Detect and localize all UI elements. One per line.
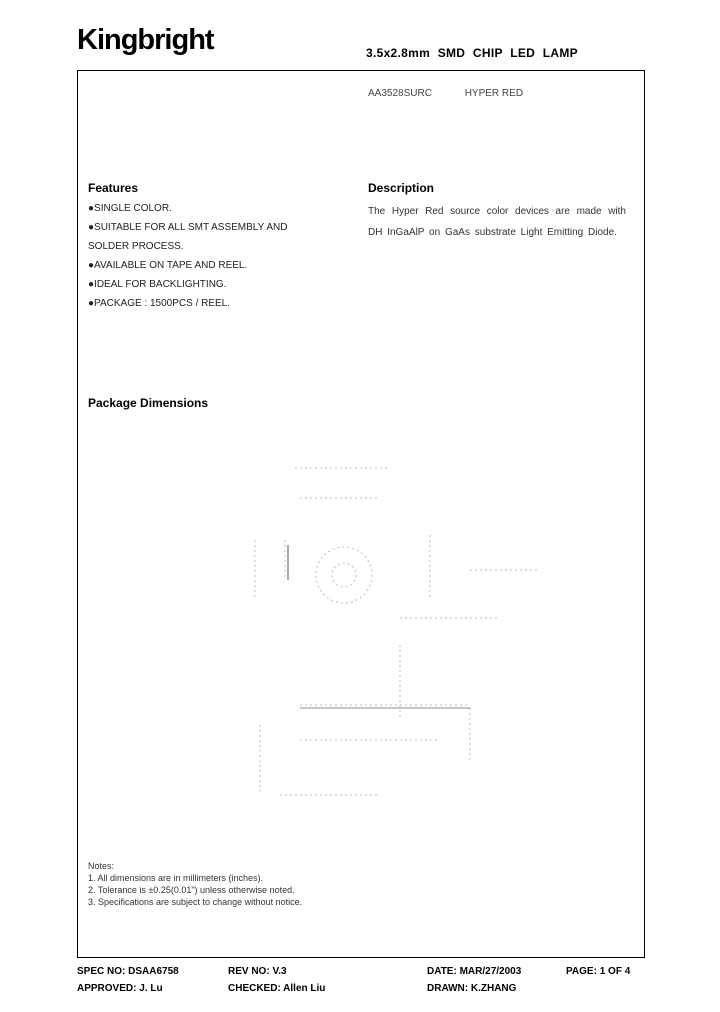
note-item: 1. All dimensions are in millimeters (inches). xyxy=(88,873,264,883)
brand-logo: Kingbright xyxy=(77,24,214,56)
package-dimensions-heading: Package Dimensions xyxy=(88,396,209,410)
spec-number: SPEC NO: DSAA6758 xyxy=(77,966,179,977)
note-item: 2. Tolerance is ±0.25(0.01") unless otherwise noted. xyxy=(88,885,295,895)
feature-item: ●SUITABLE FOR ALL SMT ASSEMBLY AND xyxy=(88,222,288,233)
part-number: AA3528SURC xyxy=(368,88,432,99)
feature-item: ●IDEAL FOR BACKLIGHTING. xyxy=(88,279,227,290)
feature-item: SOLDER PROCESS. xyxy=(88,241,184,252)
revision-number: REV NO: V.3 xyxy=(228,966,287,977)
note-item: 3. Specifications are subject to change without notice. xyxy=(88,897,303,907)
feature-item: ●PACKAGE : 1500PCS / REEL. xyxy=(88,298,231,309)
document-title: 3.5x2.8mm SMD CHIP LED LAMP xyxy=(366,46,578,60)
notes-section xyxy=(88,860,302,908)
part-info xyxy=(368,88,523,99)
features-list xyxy=(88,202,328,316)
page-number: PAGE: 1 OF 4 xyxy=(566,966,631,977)
description-text: The Hyper Red source color devices are made with DH InGaAlP on GaAs substrate Light Emitting Diode. xyxy=(368,206,626,238)
description-heading: Description xyxy=(368,181,435,195)
approved-by: APPROVED: J. Lu xyxy=(77,983,163,994)
checked-by: CHECKED: Allen Liu xyxy=(228,983,326,994)
package-dimensions-drawing xyxy=(240,450,540,810)
feature-item: ●AVAILABLE ON TAPE AND REEL. xyxy=(88,260,248,271)
drawn-by: DRAWN: K.ZHANG xyxy=(427,983,517,994)
date: DATE: MAR/27/2003 xyxy=(427,966,522,977)
features-heading: Features xyxy=(88,181,139,195)
feature-item: ●SINGLE COLOR. xyxy=(88,203,172,214)
notes-heading: Notes: xyxy=(88,861,115,871)
part-color: HYPER RED xyxy=(464,88,524,99)
